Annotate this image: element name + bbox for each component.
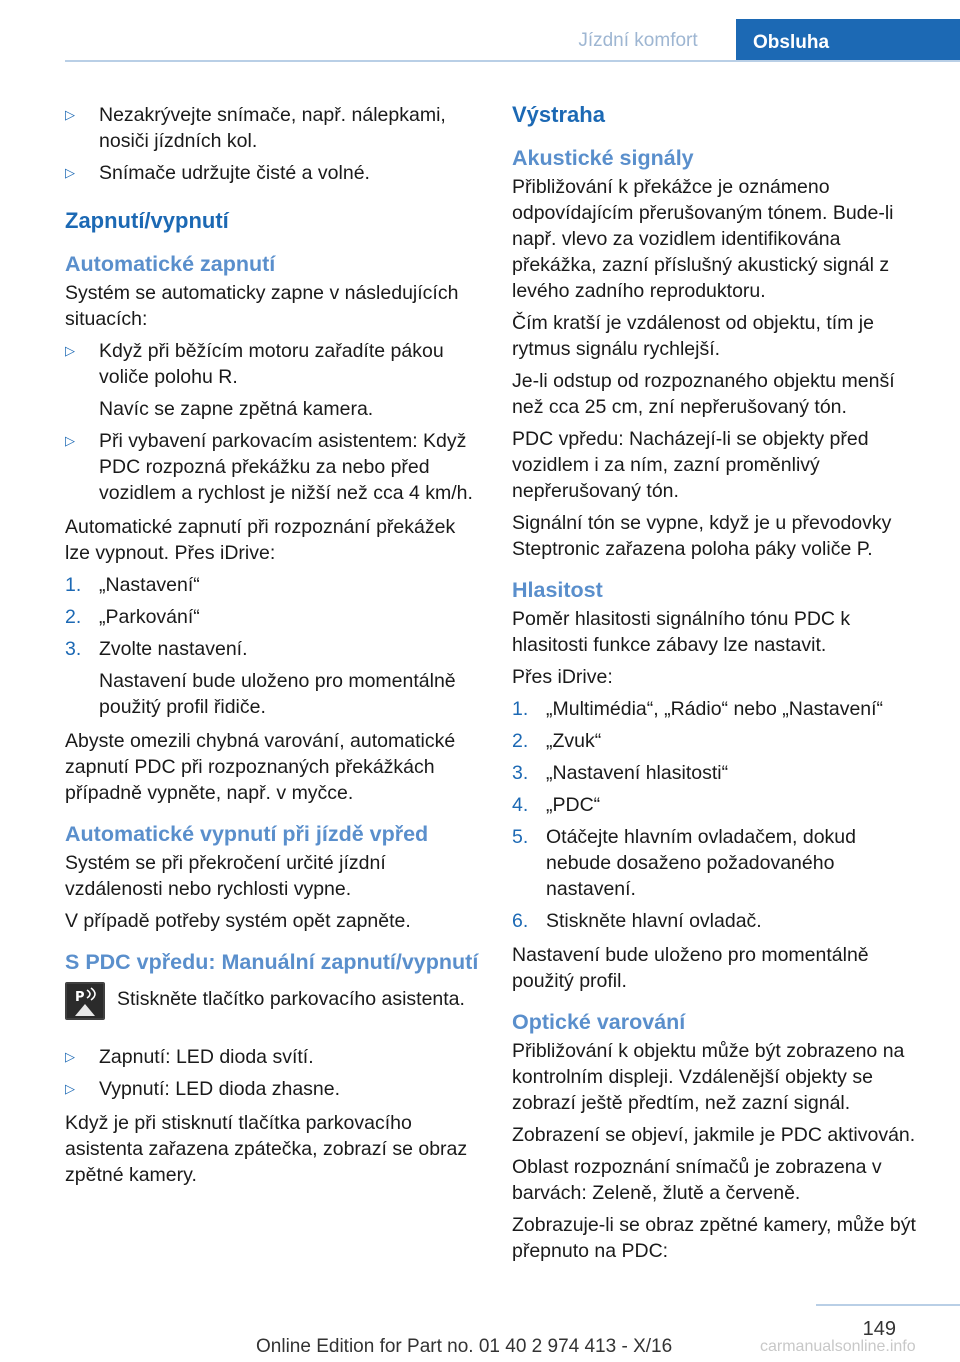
header-section: Jízdní komfort xyxy=(578,30,698,51)
header-rule xyxy=(65,60,960,62)
left-column xyxy=(65,98,479,1194)
paragraph: Přibližování k objektu může být zobrazeno na kontrolním displeji. Vzdálenější objekty se zobrazí ještě předtím, než zazní signál. xyxy=(512,1040,905,1114)
triangle-bullet-icon: ▷ xyxy=(65,107,75,122)
paragraph: Je-li odstup od rozpoznaného objektu menší než cca 25 cm, zní nepřerušovaný tón. xyxy=(512,370,895,418)
list-item: 6. Stiskněte hlavní ovladač. xyxy=(512,910,762,932)
paragraph: Když je při stisknutí tlačítka parkovacího asistenta zařazena zpátečka, zobrazí se obraz zpětné kamery. xyxy=(65,1112,468,1186)
volume-steps-list xyxy=(512,696,926,934)
list-item: ▷ Nezakrývejte snímače, např. nálepkami, nosiči jízdních kol. xyxy=(65,104,446,152)
pdc-button-row xyxy=(65,986,479,1030)
auto-on-bullet-list xyxy=(65,338,479,506)
page-number: 149 xyxy=(862,1318,896,1340)
heading-acoustic: Akustické signály xyxy=(512,146,694,170)
pdc-button-text: Stiskněte tlačítko parkovacího asistenta. xyxy=(117,988,465,1010)
manual-bullet-list xyxy=(65,1044,479,1102)
paragraph: Poměr hlasitosti signálního tónu PDC k hlasitosti funkce zábavy lze nastavit. xyxy=(512,608,851,656)
paragraph: Přes iDrive: xyxy=(512,666,613,688)
list-item: 4. „PDC“ xyxy=(512,794,601,816)
heading-warning: Výstraha xyxy=(512,102,605,127)
triangle-bullet-icon: ▷ xyxy=(65,433,75,448)
heading-manual: S PDC vpředu: Manuální zapnutí/vypnutí xyxy=(65,950,479,974)
paragraph: Přibližování k překážce je oznámeno odpovídajícím přerušovaným tónem. Bude-li např. vlevo za vozidlem identifikována překážka, zazní příslušný akustický signál z levého zadního reproduktoru. xyxy=(512,176,894,302)
triangle-bullet-icon: ▷ xyxy=(65,165,75,180)
list-item: 1. „Nastavení“ xyxy=(65,574,200,596)
paragraph: Automatické zapnutí při rozpoznání překážek lze vypnout. Přes iDrive: xyxy=(65,516,456,564)
paragraph: Čím kratší je vzdálenost od objektu, tím je rytmus signálu rychlejší. xyxy=(512,312,874,360)
list-item: 5. Otáčejte hlavním ovladačem, dokud nebude dosaženo požadovaného nastavení. xyxy=(512,826,857,900)
heading-onoff: Zapnutí/vypnutí xyxy=(65,208,229,233)
paragraph: Nastavení bude uloženo pro momentálně použitý profil. xyxy=(512,944,869,992)
heading-volume: Hlasitost xyxy=(512,578,603,602)
triangle-bullet-icon: ▷ xyxy=(65,1081,75,1096)
header-tab: Obsluha xyxy=(736,19,960,62)
list-item: ▷ Při vybavení parkovacím asistentem: Když PDC rozpozná překážku za nebo před vozidlem a rychlost je nižší než cca 4 km/h. xyxy=(65,430,473,504)
paragraph: Systém se automaticky zapne v následujících situacích: xyxy=(65,282,459,330)
svg-text:P: P xyxy=(75,990,85,1005)
footer-rule xyxy=(816,1304,960,1306)
paragraph: Abyste omezili chybná varování, automatické zapnutí PDC při rozpoznaných překážkách případně vypněte, např. v myčce. xyxy=(65,730,456,804)
heading-optical: Optické varování xyxy=(512,1010,686,1034)
list-item: 2. „Parkování“ xyxy=(65,606,200,628)
paragraph: Signální tón se vypne, když je u převodovky Steptronic zařazena poloha páky voliče P. xyxy=(512,512,892,560)
list-item: ▷ Když při běžícím motoru zařadíte pákou voliče polohu R. Navíc se zapne zpětná kamera. xyxy=(65,340,444,420)
list-item: ▷ Vypnutí: LED dioda zhasne. xyxy=(65,1078,341,1100)
paragraph: PDC vpředu: Nacházejí-li se objekty před vozidlem i za ním, zazní proměnlivý nepřerušovaný tón. xyxy=(512,428,869,502)
heading-auto-off-forward: Automatické vypnutí při jízdě vpřed xyxy=(65,822,429,846)
intro-bullet-list xyxy=(65,102,479,186)
watermark: carmanualsonline.info xyxy=(760,1338,916,1355)
paragraph: Systém se při překročení určité jízdní vzdálenosti nebo rychlosti vypne. xyxy=(65,852,386,900)
parking-assistant-button-icon xyxy=(65,982,105,1020)
list-item: ▷ Snímače udržujte čisté a volné. xyxy=(65,162,370,184)
list-item: ▷ Zapnutí: LED dioda svítí. xyxy=(65,1046,314,1068)
page-header xyxy=(0,0,960,62)
list-item: 2. „Zvuk“ xyxy=(512,730,602,752)
right-column xyxy=(512,98,926,1270)
triangle-bullet-icon: ▷ xyxy=(65,343,75,358)
paragraph: Zobrazení se objeví, jakmile je PDC aktivován. xyxy=(512,1124,916,1146)
steps-list xyxy=(65,572,479,720)
edition-label: Online Edition for Part no. 01 40 2 974 413 - X/16 xyxy=(256,1336,673,1357)
list-item: 1. „Multimédia“, „Rádio“ nebo „Nastavení“ xyxy=(512,698,884,720)
list-item: 3. „Nastavení hlasitosti“ xyxy=(512,762,729,784)
triangle-bullet-icon: ▷ xyxy=(65,1049,75,1064)
paragraph: Zobrazuje-li se obraz zpětné kamery, může být přepnuto na PDC: xyxy=(512,1214,916,1262)
paragraph: Oblast rozpoznání snímačů je zobrazena v barvách: Zeleně, žlutě a červeně. xyxy=(512,1156,882,1204)
paragraph: V případě potřeby systém opět zapněte. xyxy=(65,910,411,932)
heading-auto-on: Automatické zapnutí xyxy=(65,252,276,276)
list-item: 3. Zvolte nastavení. Nastavení bude uloženo pro momentálně použitý profil řidiče. xyxy=(65,638,456,718)
